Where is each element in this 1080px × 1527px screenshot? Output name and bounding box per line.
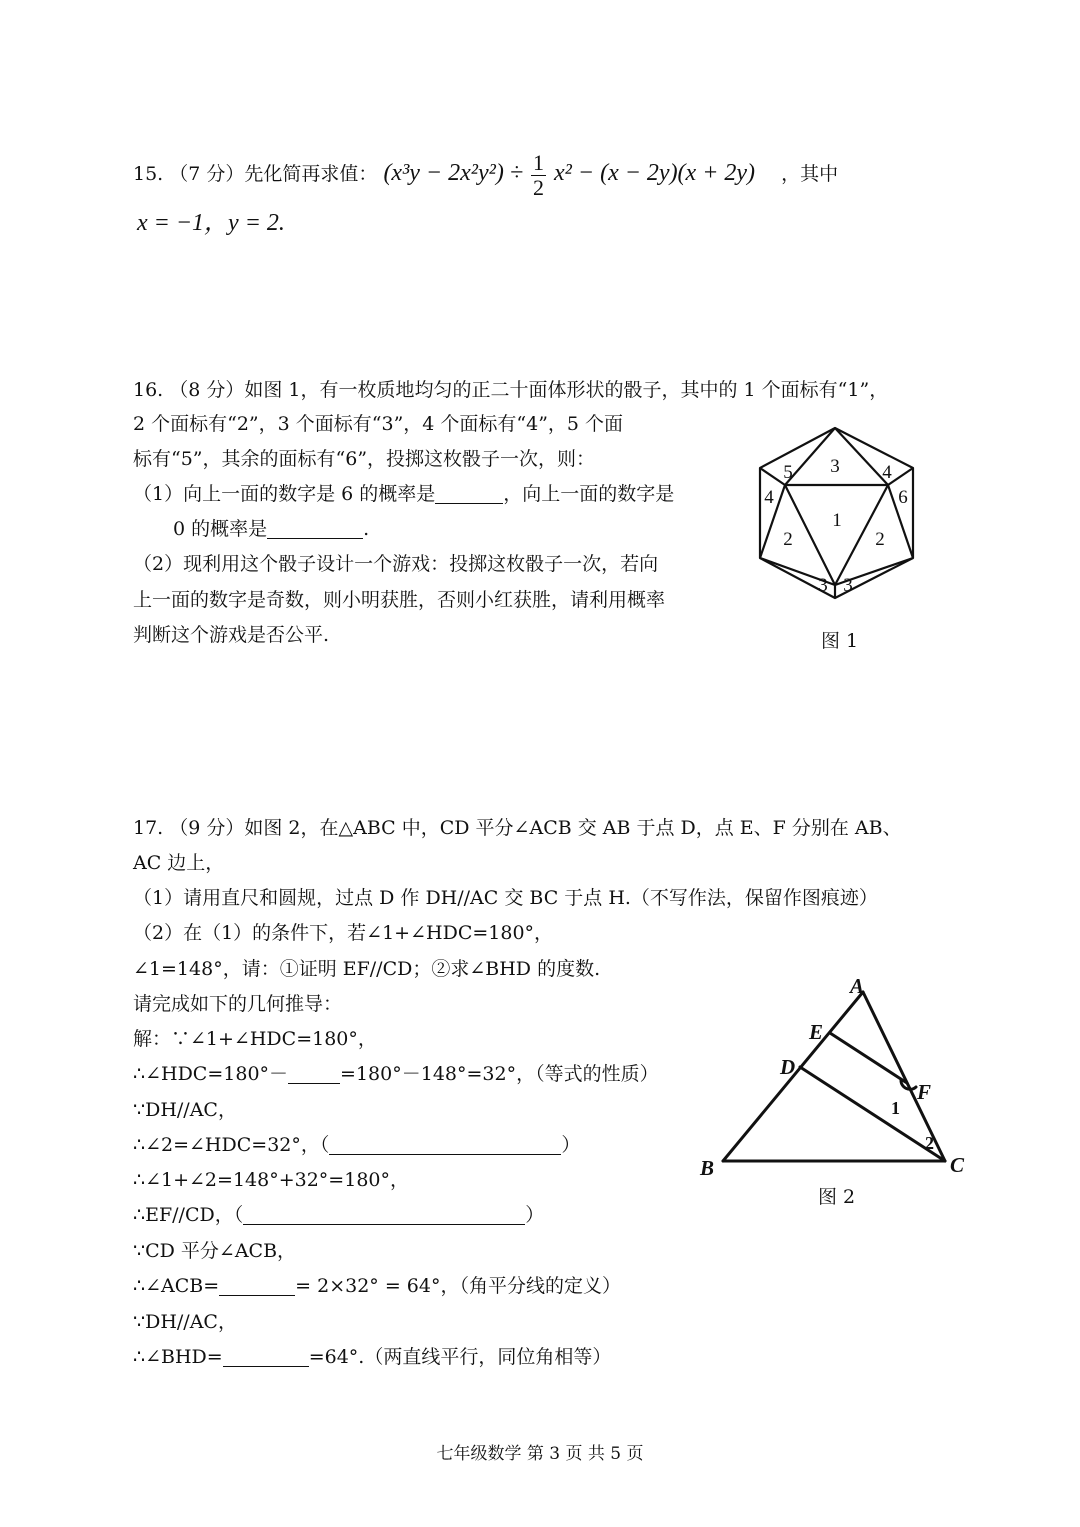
figure-1-icosahedron xyxy=(755,420,925,605)
face-label-2-right: 2 xyxy=(875,529,885,550)
q17-line10 xyxy=(133,1132,580,1158)
point-a-label: A xyxy=(850,975,865,998)
q15-fraction xyxy=(531,151,546,200)
point-b-label: B xyxy=(700,1156,715,1175)
q16-line6: （2）现利用这个骰子设计一个游戏：投掷这枚骰子一次，若向 xyxy=(133,553,659,575)
angle-1-label: 1 xyxy=(891,1098,900,1118)
q17-line14 xyxy=(133,1273,621,1299)
q17-bhd-end: =64°.（两直线平行，同位角相等） xyxy=(308,1346,612,1368)
face-label-3-bottom-right: 3 xyxy=(843,575,853,596)
q15-lead: 15. （7 分）先化简再求值： xyxy=(133,163,378,185)
q15-values: x = −1，y = 2. xyxy=(137,210,285,236)
q17-line2: AC 边上， xyxy=(133,852,225,874)
q16-line1: 16. （8 分）如图 1，有一枚质地均匀的正二十面体形状的骰子，其中的 1 个面标有“1”， xyxy=(133,379,889,401)
q15-expression-b: x² − (x − 2y)(x + 2y) xyxy=(554,160,756,186)
q17-line1: 17. （9 分）如图 2，在△ABC 中，CD 平分∠ACB 交 AB 于点 D，点 E、F 分别在 AB、 xyxy=(133,817,902,839)
q17-line15: ∵DH//AC， xyxy=(133,1311,237,1333)
point-e-label: E xyxy=(809,1020,824,1044)
q17-parallel-end: ） xyxy=(525,1204,545,1226)
q17-angle2-end: ） xyxy=(561,1134,581,1156)
q17-bhd-start: ∴∠BHD= xyxy=(133,1346,223,1368)
q17-hdc-end: =180°－148°=32°，（等式的性质） xyxy=(340,1063,659,1085)
q17-line6: 请完成如下的几何推导： xyxy=(133,993,343,1015)
q16-blank-prob6[interactable] xyxy=(435,483,503,504)
q15-frac-numerator: 1 xyxy=(532,149,544,175)
q17-line7: 解：∵∠1+∠HDC=180°， xyxy=(133,1028,377,1050)
figure-1-caption: 图 1 xyxy=(821,630,859,652)
q16-part1-text: （1）向上一面的数字是 6 的概率是 xyxy=(133,483,436,505)
page-footer: 七年级数学 第 3 页 共 5 页 xyxy=(436,1444,644,1464)
q17-line5: ∠1=148°，请：①证明 EF//CD；②求∠BHD 的度数. xyxy=(133,958,601,980)
figure-2-triangle xyxy=(695,975,985,1175)
q17-blank-reason2[interactable] xyxy=(243,1204,525,1225)
q17-line3: （1）请用直尺和圆规，过点 D 作 DH//AC 交 BC 于点 H.（不写作法，保留作图痕迹） xyxy=(133,887,878,909)
q17-angle2-start: ∴∠2=∠HDC=32°，（ xyxy=(133,1134,330,1156)
q17-blank-reason1[interactable] xyxy=(329,1134,561,1155)
face-label-5: 5 xyxy=(783,462,793,483)
q17-line11: ∴∠1+∠2=148°+32°=180°， xyxy=(133,1169,409,1191)
q16-line8: 判断这个游戏是否公平. xyxy=(133,624,330,646)
q17-line4: （2）在（1）的条件下，若∠1+∠HDC=180°， xyxy=(133,922,554,944)
q15-tail: ，其中 xyxy=(781,163,839,185)
face-label-3-top: 3 xyxy=(830,456,840,477)
figure-2-caption: 图 2 xyxy=(818,1186,856,1208)
q17-line13: ∵CD 平分∠ACB， xyxy=(133,1240,297,1262)
face-label-2-left: 2 xyxy=(783,529,793,550)
point-c-label: C xyxy=(950,1153,965,1175)
q15-expression-a: (x³y − 2x²y²) ÷ xyxy=(383,160,529,186)
q17-blank-acb[interactable] xyxy=(219,1275,295,1296)
angle-2-label: 2 xyxy=(925,1133,934,1153)
q16-line2: 2 个面标有“2”，3 个面标有“3”，4 个面标有“4”，5 个面 xyxy=(133,413,624,435)
q15-frac-denominator: 2 xyxy=(532,174,544,200)
q16-line3: 标有“5”，其余的面标有“6”，投掷这枚骰子一次，则： xyxy=(133,448,596,470)
q17-hdc-start: ∴∠HDC=180°－ xyxy=(133,1063,289,1085)
face-label-6: 6 xyxy=(898,487,908,508)
face-label-3-bottom-left: 3 xyxy=(818,575,828,596)
point-f-label: F xyxy=(917,1080,932,1104)
q17-acb-end: = 2×32° = 64°，（角平分线的定义） xyxy=(295,1275,621,1297)
q17-blank-angle1[interactable] xyxy=(288,1063,340,1084)
q17-line12 xyxy=(133,1202,544,1228)
q16-line4 xyxy=(133,481,674,507)
q17-line8 xyxy=(133,1061,659,1087)
face-label-4-left: 4 xyxy=(764,487,774,508)
q16-part1-end: . xyxy=(363,518,370,540)
q17-acb-start: ∴∠ACB= xyxy=(133,1275,220,1297)
q16-line7: 上一面的数字是奇数，则小明获胜，否则小红获胜，请利用概率 xyxy=(133,589,666,611)
face-label-1: 1 xyxy=(832,510,842,531)
q17-line16 xyxy=(133,1344,611,1370)
q16-blank-prob0[interactable] xyxy=(267,518,363,539)
point-d-label: D xyxy=(780,1055,796,1079)
q16-line5 xyxy=(173,516,369,542)
q16-part1-text-c: 0 的概率是 xyxy=(173,518,268,540)
face-label-4-right: 4 xyxy=(882,462,892,483)
q15-line1 xyxy=(133,148,838,198)
q16-part1-text-b: ，向上一面的数字是 xyxy=(503,483,675,505)
q17-blank-bhd[interactable] xyxy=(223,1346,309,1367)
q17-parallel-start: ∴EF//CD，（ xyxy=(133,1204,244,1226)
q17-line9: ∵DH//AC， xyxy=(133,1099,237,1121)
